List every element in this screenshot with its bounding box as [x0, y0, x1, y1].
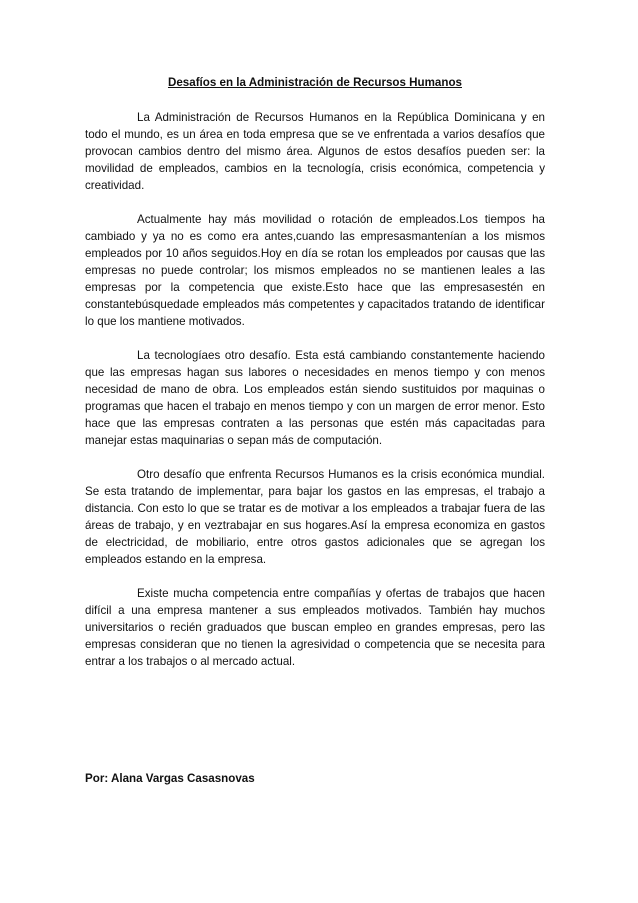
author-byline: Por: Alana Vargas Casasnovas — [85, 772, 255, 785]
document-title: Desafíos en la Administración de Recursos Humanos — [167, 76, 462, 89]
paragraph-economic-crisis: Otro desafío que enfrenta Recursos Humanos es la crisis económica mundial. Se esta tratando de implementar, para bajar los gastos en las empresas, el trabajo a distancia. Con esto lo que se tratar es de motivar a los empleados a trabajar fuera de las áreas de trabajo, y en veztrabajar en sus hogares.Así la empresa economiza en gastos de electricidad, de mobiliario, entre otros gastos adicionales que se agregan los empleados estando en la empresa. — [85, 468, 545, 566]
paragraph-technology: La tecnologíaes otro desafío. Esta está cambiando constantemente haciendo que las empresas hagan sus labores o necesidades en menos tiempo y con menos necesidad de mano de obra. Los empleados están siendo sustituidos por maquinas o programas que hacen el trabajo en menos tiempo y con un margen de error menor. Esto hace que las empresas contraten a las personas que estén más capacitadas para manejar estas maquinarias o sepan más de computación. — [85, 349, 545, 447]
paragraph-competition: Existe mucha competencia entre compañías y ofertas de trabajos que hacen difícil a una empresa mantener a sus empleados motivados. También hay muchos universitarios o recién graduados que buscan empleo en grandes empresas, pero las empresas consideran que no tienen la agresividad o competencia que se necesita para entrar a los trabajos o al mercado actual. — [85, 587, 545, 668]
document-body — [85, 74, 545, 687]
paragraph-mobility: Actualmente hay más movilidad o rotación de empleados.Los tiempos ha cambiado y ya no es como era antes,cuando las empresasmantenían a los mismos empleados por 10 años seguidos.Hoy en día se rotan los empleados por causas que las empresas no puede controlar; los mismos empleados no se mantienen leales a las empresas por la competencia que existe.Esto hace que las empresasestén en constantebúsquedade empleados más competentes y capacitados tratando de identificar lo que los mantiene motivados. — [85, 213, 545, 328]
paragraph-intro: La Administración de Recursos Humanos en la República Dominicana y en todo el mundo, es un área en toda empresa que se ve enfrentada a varios desafíos que provocan cambios dentro del mismo área. Algunos de estos desafíos pueden ser: la movilidad de empleados, cambios en la tecnología, crisis económica, competencia y creatividad. — [85, 111, 545, 192]
